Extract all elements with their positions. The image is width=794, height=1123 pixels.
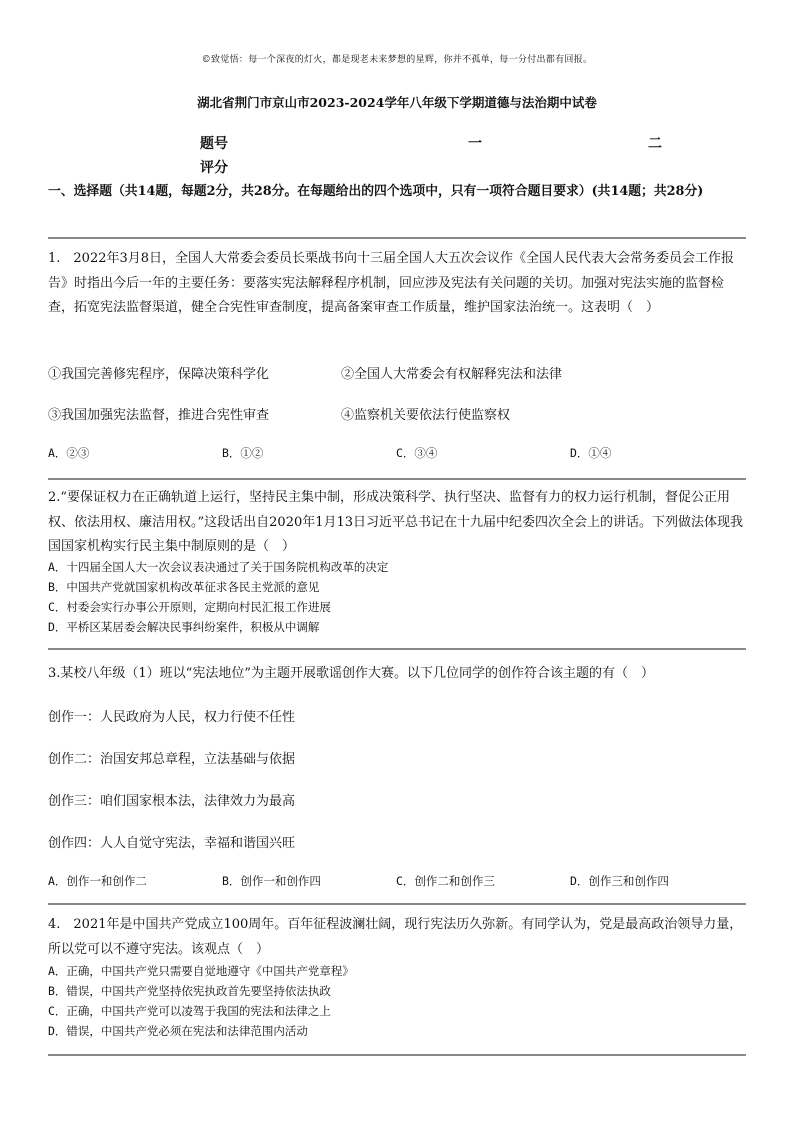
question-4-option-b[interactable]: B．错误，中国共产党坚持依宪执政首先要坚持依法执政 bbox=[48, 984, 331, 998]
question-3-option-d[interactable]: D．创作三和创作四 bbox=[570, 874, 669, 888]
question-2-option-c[interactable]: C．村委会实行办事公开原则，定期向村民汇报工作进展 bbox=[48, 600, 331, 614]
question-4-option-d[interactable]: D．错误，中国共产党必须在宪法和法律范围内活动 bbox=[48, 1024, 308, 1038]
score-table-number-label: 题号 bbox=[200, 136, 228, 152]
divider bbox=[48, 648, 746, 650]
question-1-option-c[interactable]: C．③④ bbox=[396, 446, 438, 460]
question-4 bbox=[48, 913, 746, 962]
section-heading: 一、选择题（共14题，每题2分，共28分。在每题给出的四个选项中，只有一项符合题目要求）(共14题；共28分) bbox=[48, 184, 704, 199]
score-table-score-label: 评分 bbox=[200, 160, 228, 176]
question-2-option-b[interactable]: B．中国共产党就国家机构改革征求各民主党派的意见 bbox=[48, 580, 320, 594]
question-1-option-a[interactable]: A．②③ bbox=[48, 446, 90, 460]
question-3-stem: 3.某校八年级（1）班以“宪法地位”为主题开展歌谣创作大赛。以下几位同学的创作符合该主题的有（ ） bbox=[48, 666, 654, 681]
question-1-statement-4: ④监察机关要依法行使监察权 bbox=[341, 408, 511, 423]
question-2-option-a[interactable]: A．十四届全国人大一次会议表决通过了关于国务院机构改革的决定 bbox=[48, 560, 389, 574]
question-4-option-a[interactable]: A．正确，中国共产党只需要自觉地遵守《中国共产党章程》 bbox=[48, 964, 354, 978]
question-1-option-b[interactable]: B．①② bbox=[222, 446, 264, 460]
question-2 bbox=[48, 486, 746, 560]
question-3 bbox=[48, 662, 746, 687]
question-1 bbox=[48, 247, 746, 321]
divider bbox=[48, 478, 746, 480]
score-table-col-1: 一 bbox=[468, 136, 482, 152]
question-3-option-b[interactable]: B．创作一和创作四 bbox=[222, 874, 321, 888]
question-1-statement-2: ②全国人大常委会有权解释宪法和法律 bbox=[341, 367, 563, 382]
score-table-col-2: 二 bbox=[648, 136, 662, 152]
question-2-stem: 2.“要保证权力在正确轨道上运行，坚持民主集中制，形成决策科学、执行坚决、监督有力的权力运行机制，督促公正用权、依法用权、廉洁用权。”这段话出自2020年1月13日习近平总书记在十九届中纪委四次全会上的讲话。下列做法体现我国国家机构实行民主集中制原则的是（ ） bbox=[48, 490, 744, 554]
question-3-work-1: 创作一：人民政府为人民，权力行使不任性 bbox=[48, 710, 296, 725]
question-1-option-d[interactable]: D．①④ bbox=[570, 446, 612, 460]
question-1-stem: 1. 2022年3月8日，全国人大常委会委员长栗战书向十三届全国人大五次会议作《全国人民代表大会常务委员会工作报告》时指出今后一年的主要任务：要落实宪法解释程序机制，回应涉及宪法有关问题的关切。加强对宪法实施的监督检查，拓宽宪法监督渠道，健全合宪性审查制度，提高备案审查工作质量，维护国家法治统一。这表明（ ） bbox=[48, 251, 735, 315]
question-1-statement-1: ①我国完善修宪程序，保障决策科学化 bbox=[48, 367, 270, 382]
header-motto: ©致觉悟：每一个深夜的灯火，都是现老未来梦想的星辉，你并不孤单，每一分付出都有回报。 bbox=[201, 55, 593, 65]
question-4-option-c[interactable]: C．正确，中国共产党可以凌驾于我国的宪法和法律之上 bbox=[48, 1004, 331, 1018]
question-4-stem: 4. 2021年是中国共产党成立100周年。百年征程波澜壮阔，现行宪法历久弥新。有同学认为，党是最高政治领导力量，所以党可以不遵守宪法。该观点（ ） bbox=[48, 917, 743, 957]
question-1-statement-3: ③我国加强宪法监督，推进合宪性审查 bbox=[48, 408, 270, 423]
question-3-work-3: 创作三：咱们国家根本法，法律效力为最高 bbox=[48, 794, 296, 809]
divider bbox=[48, 903, 746, 905]
question-3-work-2: 创作二：治国安邦总章程，立法基础与依据 bbox=[48, 752, 296, 767]
divider bbox=[48, 237, 746, 239]
question-3-option-c[interactable]: C．创作二和创作三 bbox=[396, 874, 495, 888]
exam-title: 湖北省荆门市京山市2023-2024学年八年级下学期道德与法治期中试卷 bbox=[197, 95, 597, 110]
divider bbox=[48, 1054, 746, 1056]
question-3-work-4: 创作四：人人自觉守宪法，幸福和谐国兴旺 bbox=[48, 836, 296, 851]
question-2-option-d[interactable]: D．平桥区某居委会解决民事纠纷案件，积极从中调解 bbox=[48, 620, 320, 634]
question-3-option-a[interactable]: A．创作一和创作二 bbox=[48, 874, 147, 888]
